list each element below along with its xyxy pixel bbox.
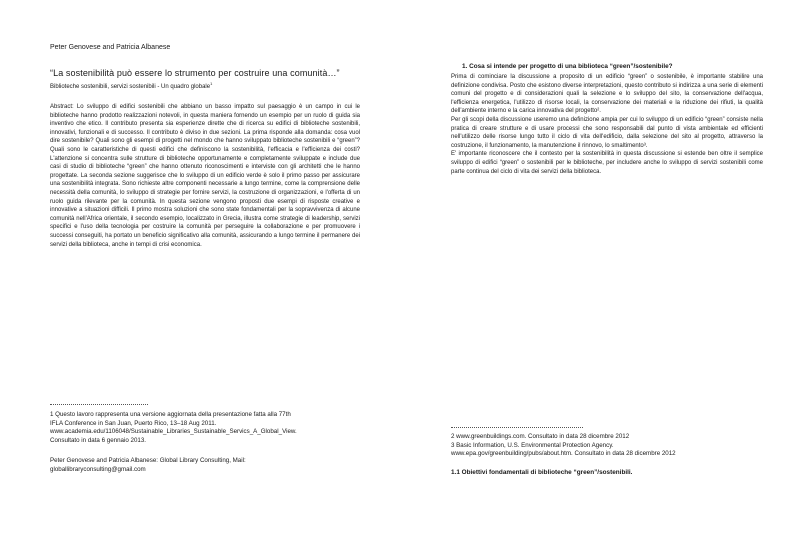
footnote-rule-left — [50, 404, 148, 405]
footnotes-right — [451, 433, 763, 459]
subtitle — [50, 81, 212, 90]
subtitle-text: Biblioteche sostenibili, servizi sostenibili - Un quadro globale — [50, 84, 211, 90]
contact-info — [50, 457, 360, 474]
subsection-heading: 1.1 Obiettivi fondamentali di biblioteche “green”/sostenibili. — [451, 469, 633, 476]
body-paragraph: Per gli scopi della discussione useremo una definizione ampia per cui lo sviluppo di un edificio “green” consiste nella pratica di creare strutture e di usare processi che sono responsabili dal punto di vista ambientale ed efficienti nell'utilizzo delle risorse lungo tutto il ciclo di vita dell'edificio, dalla selezione del sito al progetto, attraverso la costruzione, il funzionamento, la manutenzione il rinnovo, lo smaltimento³. — [451, 116, 763, 149]
footnote-line: www.epa.gov/greenbuilding/pubs/about.htm. Consultato in data 28 dicembre 2012 — [451, 450, 676, 458]
footnote-line: 2 www.greenbuildings.com. Consultato in data 28 dicembre 2012 — [451, 433, 630, 440]
footnote-line: IFLA Conference in San Juan, Puerto Rico, 13–18 Aug 2011. — [50, 419, 217, 427]
section-heading: 1. Cosa si intende per progetto di una biblioteca “green”/sostenibile? — [462, 63, 673, 70]
contact-email: globallibraryconsulting@gmail.com — [50, 465, 146, 473]
footnote-rule-right — [451, 427, 583, 428]
footnotes-left — [50, 411, 360, 445]
footnote-line: 1 Questo lavoro rappresenta una versione aggiornata della presentazione fatta alla 77th — [50, 411, 291, 418]
contact-line: Peter Genovese and Patricia Albanese: Global Library Consulting, Mail: — [50, 457, 246, 464]
page-title: “La sostenibilità può essere lo strumento per costruire una comunità…” — [50, 68, 340, 78]
section-body — [451, 73, 763, 176]
body-paragraph: E' importante riconoscere che il contesto per la sostenibilità in questa discussione si estende ben oltre il semplice sviluppo di edifici “green” o sostenibili per le biblioteche, per includere anche lo sviluppo di servizi sostenibili come parte continua del ciclo di vita dei servizi della biblioteca. — [451, 151, 763, 175]
body-paragraph: Prima di cominciare la discussione a proposito di un edificio “green” o sostenibile, è importante stabilire una definizione condivisa. Posto che esistono diverse interpretazioni, questo contributo si indirizza a una serie di elementi comuni del progetto e di considerazioni quali la selezione e lo sviluppo del sito, la conservazione dell'acqua, l'efficienza energetica, l'utilizzo di risorse locali, la conservazione dei materiali e la riduzione dei rifiuti, la qualità dell'ambiente interno e la carica innovativa del progetto². — [451, 74, 763, 115]
footnote-line: Consultato in data 6 gennaio 2013. — [50, 436, 146, 444]
abstract: Abstract: Lo sviluppo di edifici sostenibili che abbiano un basso impatto sul paesaggio è un campo in cui le biblioteche hanno prodotto realizzazioni notevoli, in questa maniera fornendo un esempio per un ruolo di guida sia inventivo che etico. Il contributo presenta sia esperienze dirette che di ricerca su edifici di biblioteche sostenibili, innovativi, funzionali e di successo. Il contributo è diviso in due sezioni. La prima risponde alla domanda: cosa vuol dire sostenibile? Quali sono gli esempi di progetti nel mondo che hanno sviluppato biblioteche sostenibili e “green”? Quali sono le caratteristiche di questi edifici che definiscono la sostenibilità, l'efficacia e l'efficienza dei costi? L'attenzione si concentra sulle strutture di biblioteche opportunamente e completamente sviluppate e include due casi di studio di biblioteche “green” che hanno ottenuto riconoscimenti e interviste con gli architetti che le hanno progettate. La seconda sezione suggerisce che lo sviluppo di un edificio verde è solo il primo passo per assicurare una sostenibilità integrata. Sono richieste altre componenti necessarie a lungo termine, come la comprensione delle necessità della comunità, lo sviluppo di strategie per fornire servizi, la costruzione di organizzazioni, e l'offerta di un ruolo guida rilevante per la comunità. In questa sezione vengono proposti due esempi di risposte creative e innovative a situazioni difficili. Il primo mostra soluzioni che sono state fondamentali per la sopravvivenza di alcune comunità nell'Africa orientale, il secondo esempio, localizzato in Grecia, illustra come strategie di leadership, servizi specifici e l'uso della tecnologia per costruire la comunità per perseguire la collaborazione e per promuovere i successi conseguiti, ha portato un beneficio significativo alla comunità, assicurando a lungo termine il permanere dei servizi della biblioteca, anche in tempi di crisi economica. — [50, 104, 360, 248]
subtitle-footnote-ref: 1 — [210, 81, 213, 86]
footnote-line: 3 Basic Information, U.S. Environmental Protection Agency. — [451, 441, 614, 449]
footnote-line: www.academia.edu/1106048/Sustainable_Libraries_Sustainable_Servics_A_Global_View. — [50, 428, 297, 436]
author-line: Peter Genovese and Patricia Albanese — [50, 44, 171, 51]
